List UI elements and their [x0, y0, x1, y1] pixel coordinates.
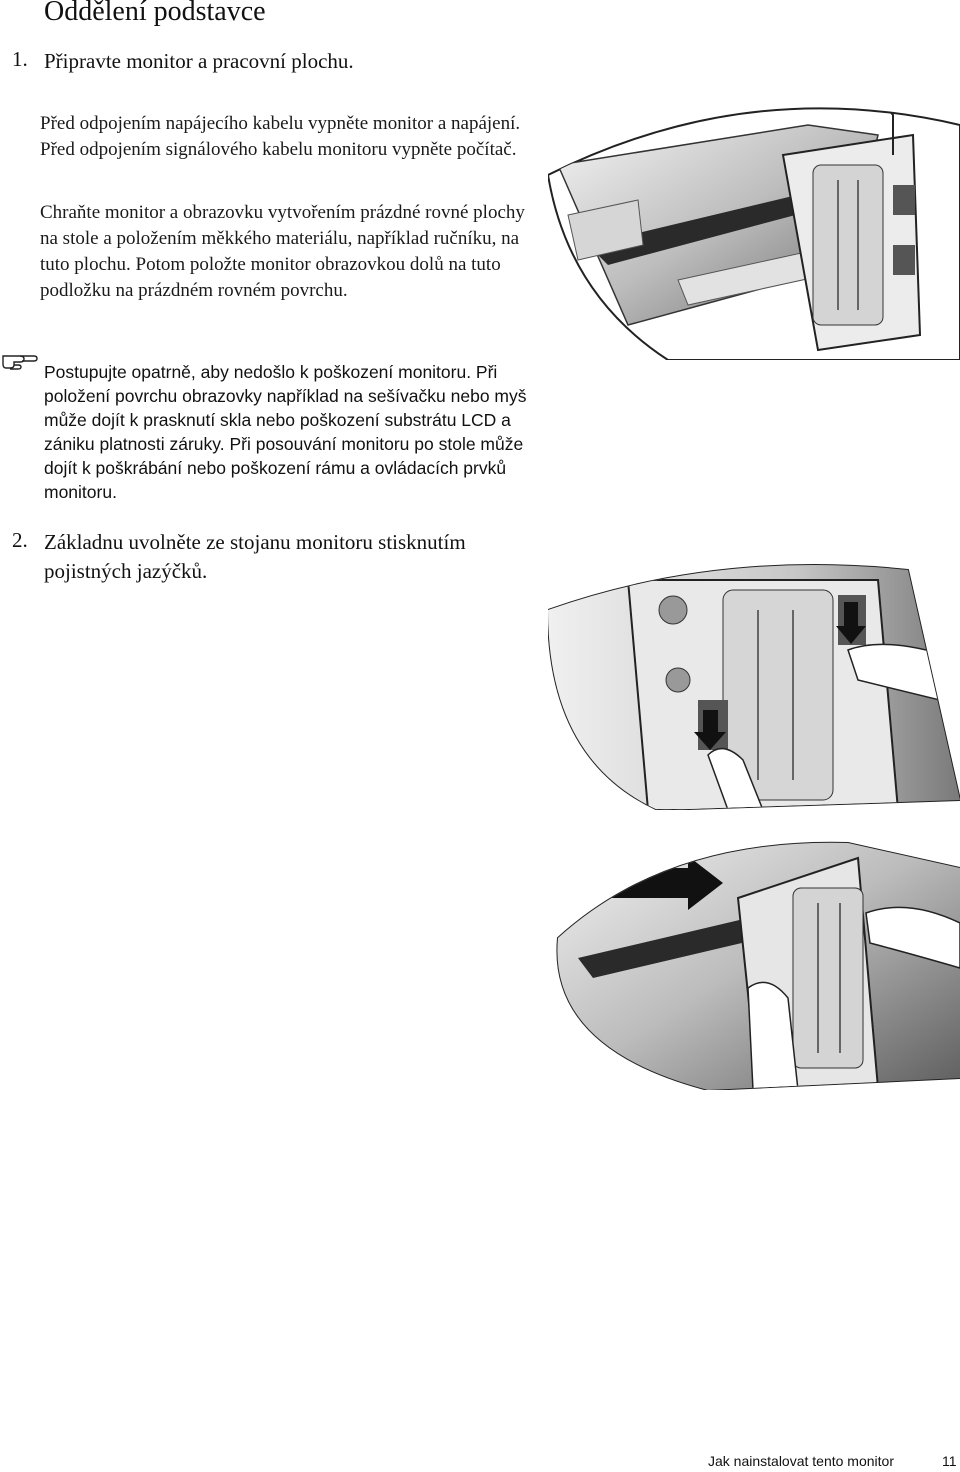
- footer-section-title: Jak nainstalovat tento monitor: [708, 1453, 894, 1469]
- monitor-face-down-illustration: [548, 95, 960, 360]
- step-1-text: Připravte monitor a pracovní plochu.: [44, 49, 354, 73]
- step-2-text: Základnu uvolněte ze stojanu monitoru stisknutím pojistných jazýčků.: [44, 530, 466, 583]
- power-off-paragraph: Před odpojením napájecího kabelu vypněte monitor a napájení. Před odpojením signálového kabelu monitoru vypněte počítač.: [40, 113, 521, 160]
- step-2-number: 2.: [12, 528, 28, 552]
- step-1-number: 1.: [12, 47, 28, 71]
- caution-note: Postupujte opatrně, aby nedošlo k poškození monitoru. Při položení povrchu obrazovky například na sešívačku nebo myš může dojít k prasknutí skla nebo poškození substrátu LCD a zániku platnosti záruky. Při posouvání monitoru po stole může dojít k poškrábání nebo poškození rámu a ovládacích prvků monitoru.: [44, 362, 527, 502]
- page-title: Oddělení podstavce: [44, 0, 266, 27]
- slide-base-off-illustration: [548, 828, 960, 1090]
- protect-screen-paragraph: Chraňte monitor a obrazovku vytvořením prázdné rovné plochy na stole a položením měkkého materiálu, například ručníku, na tuto plochu. Potom položte monitor obrazovkou dolů na tuto podložku na prázdném rovném povrchu.: [40, 202, 525, 301]
- press-locking-tabs-illustration: [548, 540, 960, 810]
- pointing-hand-icon: [0, 346, 40, 376]
- footer-page-number: 11: [942, 1453, 957, 1469]
